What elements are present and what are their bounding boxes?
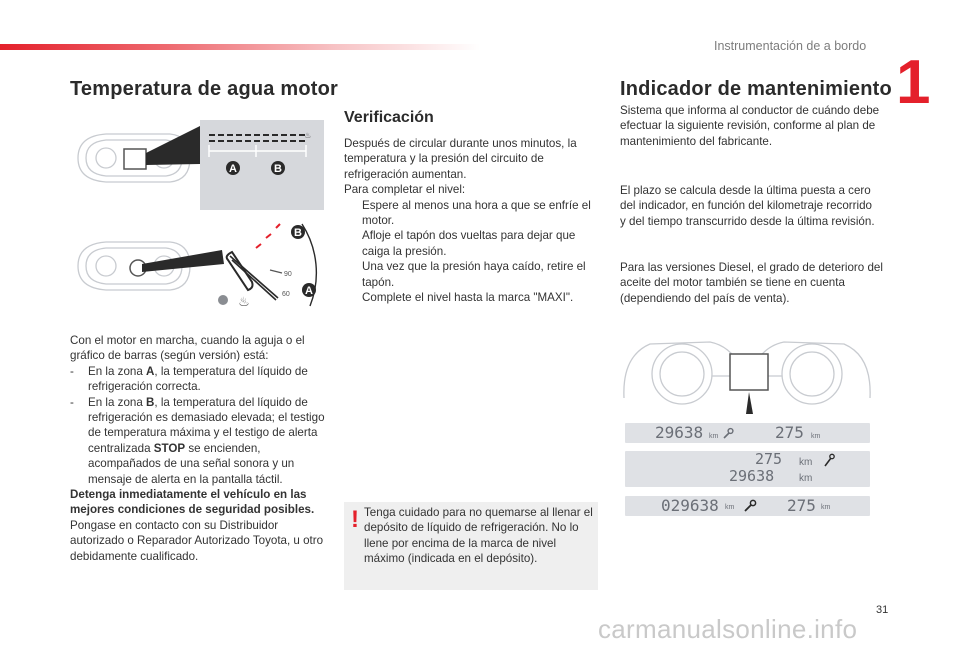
- maintenance-p3: Para las versiones Diesel, el grado de deterioro del aceite del motor también se tiene en cuenta (dependiendo del país de venta).: [620, 261, 883, 305]
- wrench-icon: [743, 499, 757, 513]
- coolant-temperature-icon: ♨: [238, 295, 250, 310]
- zone-a-label: A: [305, 285, 313, 297]
- step-item: [344, 198, 600, 229]
- step-text: Espere al menos una hora a que se enfríe el motor.: [362, 198, 591, 228]
- step-text: Una vez que la presión haya caído, retire el tapón.: [362, 260, 586, 289]
- check-body: [344, 136, 600, 305]
- maintenance-display-1: [625, 423, 870, 443]
- coolant-gauge-needle-illustration: [66, 216, 324, 320]
- page-number: 31: [876, 604, 889, 616]
- display-2-odo-unit: km: [799, 473, 813, 484]
- zone-b-item: [70, 395, 332, 487]
- display-3-odo-unit: km: [725, 504, 735, 511]
- caution-icon: !: [351, 506, 359, 533]
- display-1-service-distance: 275: [775, 423, 804, 442]
- caution-text: Tenga cuidado para no quemarse al llenar el depósito de líquido de refrigeración. No lo llene por encima de la marca de nivel máximo (indicada en el depósito).: [364, 506, 593, 566]
- zone-a-dash: -: [70, 364, 74, 378]
- display-2-service-unit: km: [799, 457, 813, 468]
- zone-a-item: [70, 364, 332, 395]
- stop-vehicle-warning: Detenga inmediatamente el vehículo en las mejores condiciones de seguridad posibles.: [70, 488, 315, 517]
- maintenance-p2: El plazo se calcula desde la última puesta a cero del indicador, en función del kilometraje recorrido y del tiempo transcurrido desde la última revisión.: [620, 184, 875, 228]
- stop-word: STOP: [153, 441, 186, 455]
- display-3-odometer: 029638: [661, 496, 719, 515]
- step-item: [344, 228, 600, 259]
- wrench-icon: [722, 427, 734, 439]
- gauge-90-label: 90: [284, 271, 292, 278]
- contact-dealer: Pongase en contacto con su Distribuidor autorizado o Reparador Autorizado Toyota, u otro debidamente cualificado.: [70, 518, 324, 563]
- step-text: Afloje el tapón dos vueltas para dejar que caiga la presión.: [362, 229, 576, 258]
- step-item: [344, 259, 600, 290]
- left-body: [70, 333, 332, 564]
- zone-b-label: B: [274, 163, 282, 175]
- maintenance-display-3: [625, 496, 870, 516]
- display-1-odo-unit: km: [709, 433, 719, 440]
- zone-b-mid: , la temperatura del líquido de refrigeración es demasiado elevada; el testigo de temperatura máxima y el testigo de alerta centralizada: [88, 395, 325, 455]
- coolant-gauge-bar-illustration: [66, 118, 324, 212]
- fill-intro: Para completar el nivel:: [344, 183, 466, 197]
- step-bullet: [344, 228, 362, 259]
- display-3-service-distance: 275: [787, 496, 816, 515]
- step-bullet: [344, 259, 362, 290]
- zone-a-after: , la temperatura del líquido de refrigeración correcta.: [88, 364, 308, 394]
- thermometer-icon: ♨: [304, 131, 312, 140]
- display-1-odometer: 29638: [655, 423, 704, 442]
- wrench-icon: [823, 453, 835, 467]
- coolant-temperature-title: Temperatura de agua motor: [70, 78, 339, 100]
- step-item: [344, 290, 600, 305]
- zone-b-label: B: [294, 227, 302, 239]
- screen-pointer-arrow: [746, 392, 753, 414]
- zone-a-label: A: [229, 163, 237, 175]
- display-3-service-unit: km: [821, 504, 831, 511]
- step-text: Complete el nivel hasta la marca "MAXI".: [362, 291, 574, 305]
- step-bullet: [344, 198, 362, 229]
- gauge-intro: Con el motor en marcha, cuando la aguja o el gráfico de barras (según versión) está:: [70, 334, 305, 363]
- zone-a-letter: A: [146, 364, 155, 378]
- zone-b-before: En la zona: [88, 395, 147, 409]
- watermark: carmanualsonline.info: [598, 614, 858, 644]
- zone-b-dash: -: [70, 395, 74, 409]
- instrument-cluster-illustration: [620, 336, 874, 416]
- zone-b-after: se encienden, acompañados de una señal sonora y un mensaje de alerta en la pantalla táctil.: [88, 441, 295, 486]
- section-title: Instrumentación de a bordo: [714, 39, 867, 53]
- gauge-60-label: 60: [282, 291, 290, 298]
- header-accent-bar: [0, 44, 480, 50]
- check-paragraph: Después de circular durante unos minutos, la temperatura y la presión del circuito de refrigeración aumentan.: [344, 137, 577, 181]
- zone-b-letter: B: [146, 395, 155, 409]
- display-1-service-unit: km: [811, 433, 821, 440]
- display-2-service-distance: 275: [755, 450, 783, 468]
- maintenance-display-2: [625, 451, 870, 487]
- maintenance-p1: Sistema que informa al conductor de cuándo debe efectuar la siguiente revisión, conforme al plan de mantenimiento del fabricante.: [620, 104, 880, 148]
- step-bullet: [344, 290, 362, 305]
- indicator-dot: [218, 295, 228, 305]
- maintenance-title: Indicador de mantenimiento: [620, 78, 892, 100]
- cluster-screen: [730, 354, 768, 390]
- check-title: Verificación: [344, 109, 434, 126]
- chapter-number: 1: [896, 48, 931, 117]
- display-2-odometer: 29638: [729, 467, 775, 485]
- zone-a-before: En la zona: [88, 364, 147, 378]
